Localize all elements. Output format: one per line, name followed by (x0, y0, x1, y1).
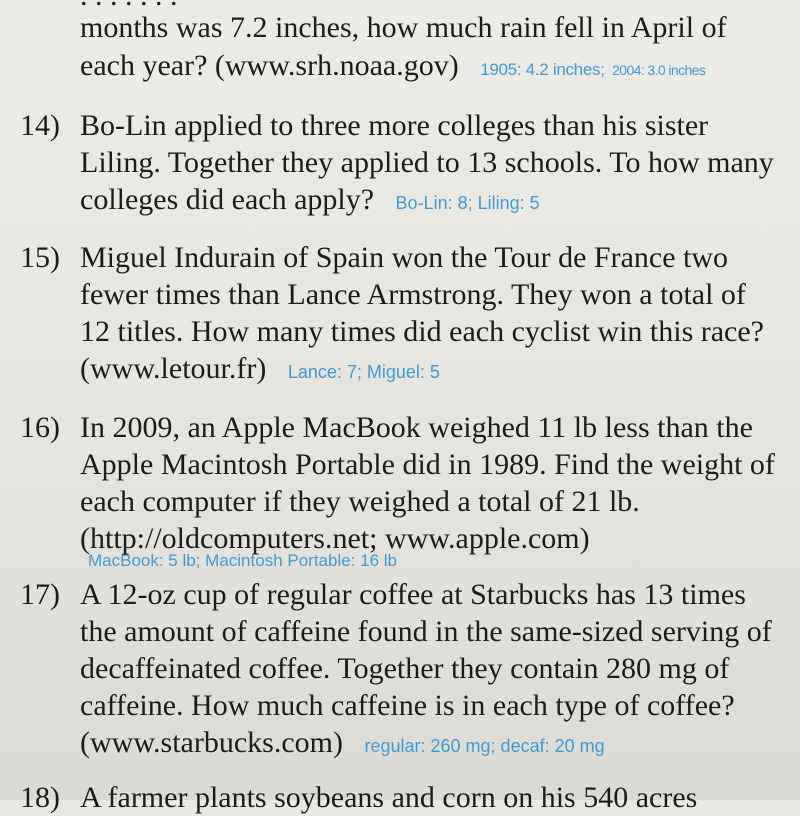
problem-13-line-2 (80, 48, 705, 88)
problem-16-line-4: (http://oldcomputers.net; www.apple.com) (80, 522, 590, 555)
problem-16-answer: MacBook: 5 lb; Macintosh Portable: 16 lb (88, 551, 397, 570)
problem-14-text: colleges did each apply? (80, 183, 375, 216)
problem-15-line-1: Miguel Indurain of Spain won the Tour de France two (80, 241, 729, 274)
problem-18-number: 18) (20, 781, 60, 814)
problem-15-source: (www.letour.fr) (80, 352, 267, 385)
problem-16-line-2: Apple Macintosh Portable did in 1989. Find the weight of (80, 448, 775, 481)
problem-15-answer: Lance: 7; Miguel: 5 (287, 362, 440, 382)
problem-15-line-3: 12 titles. How many times did each cyclist win this race? (80, 315, 764, 348)
problem-13-answer-a: 1905: 4.2 inches; (480, 60, 605, 79)
problem-14-line-3 (80, 182, 540, 221)
problem-17-number: 17) (20, 578, 60, 611)
problem-14-number: 14) (20, 109, 60, 142)
problem-17-source: (www.starbucks.com) (80, 726, 343, 759)
problem-13-text: each year? (www.srh.noaa.gov) (80, 49, 459, 82)
problem-16-line-3: each computer if they weighed a total of 21 lb. (80, 485, 640, 518)
problem-13-answer-b: 2004: 3.0 inches (612, 62, 706, 78)
problem-17-line-5 (80, 725, 605, 764)
problem-17-line-1: A 12-oz cup of regular coffee at Starbucks has 13 times (80, 578, 746, 611)
problem-18-line-1: A farmer plants soybeans and corn on his 540 acres (80, 781, 698, 814)
problem-16-line-1: In 2009, an Apple MacBook weighed 11 lb less than the (80, 411, 753, 444)
problem-17-line-4: caffeine. How much caffeine is in each type of coffee? (80, 689, 735, 722)
problem-17-answer: regular: 260 mg; decaf: 20 mg (364, 736, 605, 756)
problem-15-line-2: fewer times than Lance Armstrong. They won a total of (80, 278, 746, 311)
problem-14-line-2: Liling. Together they applied to 13 schools. To how many (80, 146, 774, 179)
problem-17-line-3: decaffeinated coffee. Together they contain 280 mg of (80, 652, 730, 685)
problem-15-number: 15) (20, 241, 60, 274)
problem-14-line-1: Bo-Lin applied to three more colleges than his sister (80, 109, 709, 142)
problem-15-line-4 (80, 351, 440, 390)
problem-17-line-2: the amount of caffeine found in the same-sized serving of (80, 615, 772, 648)
problem-14-answer: Bo-Lin: 8; Liling: 5 (395, 193, 540, 213)
problem-13-line-1: months was 7.2 inches, how much rain fell in April of (80, 11, 727, 44)
problem-16-number: 16) (20, 411, 60, 444)
